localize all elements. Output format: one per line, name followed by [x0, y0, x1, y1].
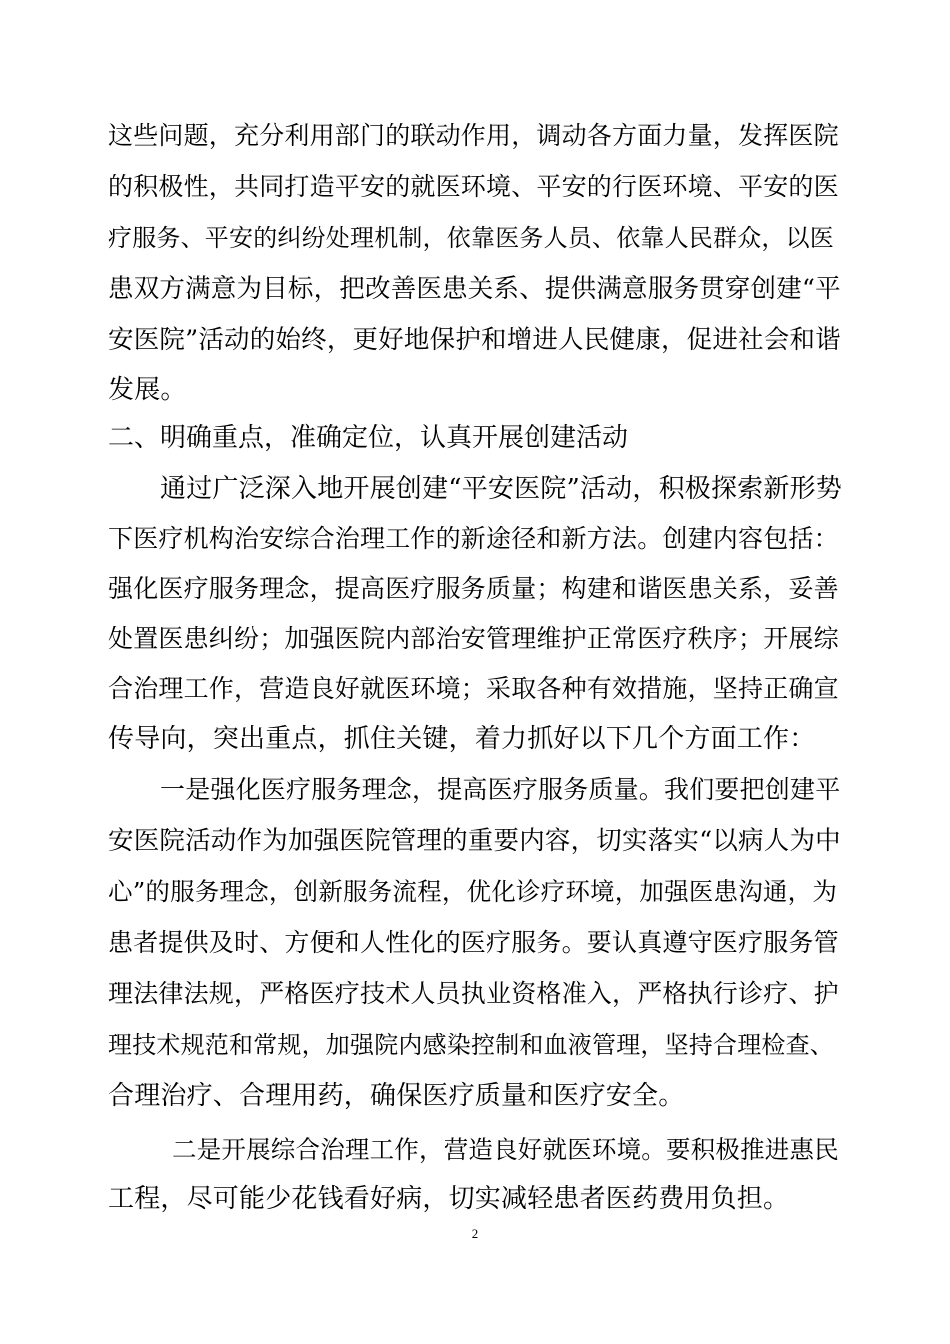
paragraph-line: 疗服务、平安的纠纷处理机制，依靠医务人员、依靠人民群众，以医 [108, 224, 834, 252]
paragraph-line: 患双方满意为目标，把改善医患关系、提供满意服务贯穿创建“平 [108, 274, 841, 304]
paragraph-line: 工程，尽可能少花钱看好病，切实减轻患者医药费用负担。 [108, 1184, 790, 1214]
paragraph-line: 通过广泛深入地开展创建“平安医院”活动，积极探索新形势 [160, 474, 842, 504]
paragraph-line: 安医院活动作为加强医院管理的重要内容，切实落实“以病人为中 [108, 826, 841, 856]
paragraph-line: 强化医疗服务理念，提高医疗服务质量；构建和谐医患关系，妥善 [108, 574, 839, 603]
paragraph-line: 理技术规范和常规，加强院内感染控制和血液管理，坚持合理检查、 [108, 1031, 834, 1059]
paragraph-line: 合治理工作，营造良好就医环境；采取各种有效措施，坚持正确宣 [108, 674, 839, 703]
paragraph-line: 处置医患纠纷；加强医院内部治安管理维护正常医疗秩序；开展综 [108, 624, 839, 653]
paragraph-line: 这些问题，充分利用部门的联动作用，调动各方面力量，发挥医院 [108, 121, 839, 150]
page-number: 2 [471, 1226, 479, 1241]
paragraph-line: 传导向，突出重点，抓住关键，着力抓好以下几个方面工作： [108, 724, 816, 754]
paragraph-line: 合理治疗、合理用药，确保医疗质量和医疗安全。 [108, 1081, 685, 1111]
section-heading: 二、明确重点，准确定位，认真开展创建活动 [108, 423, 629, 453]
paragraph-line: 下医疗机构治安综合治理工作的新途径和新方法。创建内容包括： [108, 524, 839, 553]
paragraph-line: 理法律法规，严格医疗技术人员执业资格准入，严格执行诊疗、护 [108, 979, 839, 1008]
paragraph-line: 心”的服务理念，创新服务流程，优化诊疗环境，加强医患沟通，为 [108, 877, 838, 906]
paragraph-line: 一是强化医疗服务理念，提高医疗服务质量。我们要把创建平 [160, 775, 841, 804]
paragraph-line: 的积极性，共同打造平安的就医环境、平安的行医环境、平安的医 [108, 172, 839, 201]
paragraph-line: 安医院”活动的始终，更好地保护和增进人民健康，促进社会和谐 [108, 325, 841, 355]
paragraph-line: 患者提供及时、方便和人性化的医疗服务。要认真遵守医疗服务管 [108, 928, 839, 957]
paragraph-line: 二是开展综合治理工作，营造良好就医环境。要积极推进惠民 [172, 1135, 839, 1164]
paragraph-line: 发展。 [108, 375, 187, 405]
